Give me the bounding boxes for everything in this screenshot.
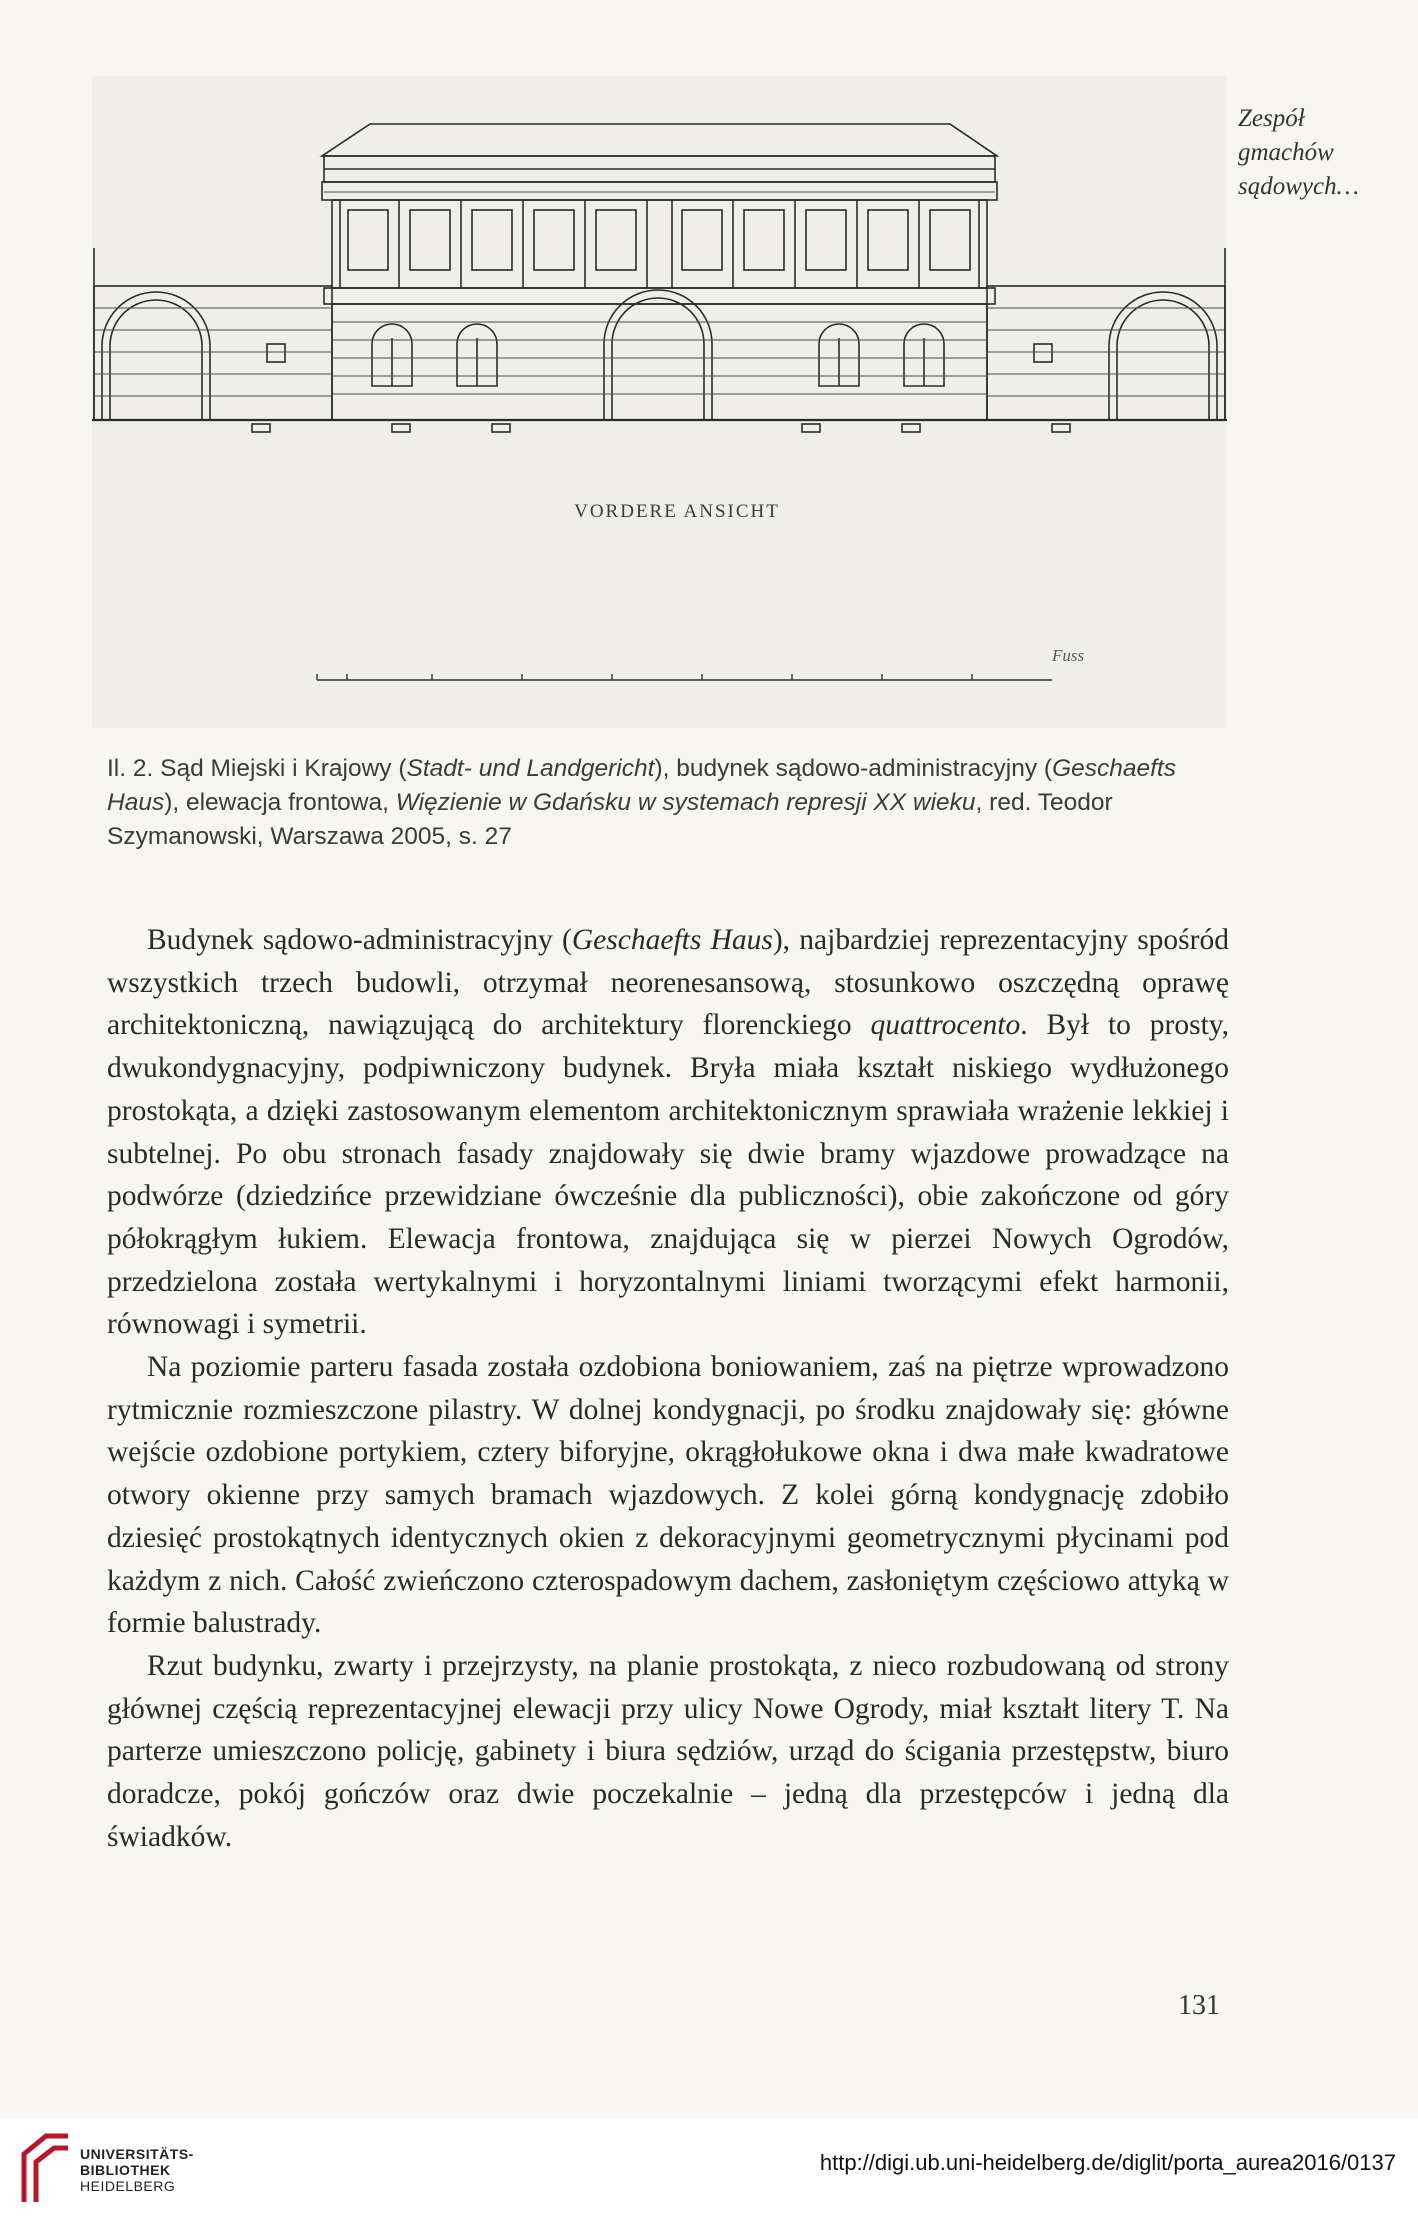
caption-text: Il. 2. Sąd Miejski i Krajowy (: [107, 755, 407, 782]
small-square-window: [267, 344, 285, 362]
right-gate-arch: [1117, 300, 1209, 420]
source-url-link[interactable]: http://digi.ub.uni-heidelberg.de/diglit/porta_aurea2016/0137: [819, 2150, 1396, 2175]
digitization-footer: [0, 2118, 1418, 2221]
left-gate-arch: [110, 300, 202, 420]
main-portal: [612, 298, 704, 420]
paragraph-term: Geschaefts Haus: [571, 924, 773, 956]
body-text: [107, 919, 1229, 1858]
upper-storey: [332, 200, 987, 288]
paragraph: [107, 919, 1229, 1346]
caption-text: , red. Teodor Szymanowski, Warszawa 2005, s. 27: [107, 789, 1113, 850]
figure-caption: [107, 752, 1227, 854]
running-head-line: sądowych…: [1238, 173, 1359, 200]
library-name-line: UNIVERSITÄTS-: [80, 2146, 194, 2162]
library-name: [80, 2146, 194, 2194]
upper-window: [868, 210, 908, 270]
page-number: 131: [1178, 1990, 1220, 2021]
paragraph-text: ), najbardziej reprezentacyjny spośród wszystkich trzech budowli, otrzymał neorenesansową, stosunkowo oszczędną oprawę architektoniczną, nawiązującą do architektury florenckiego: [107, 924, 1229, 1042]
running-head-line: gmachów: [1238, 139, 1334, 166]
paragraph-text: . Był to prosty, dwukondygnacyjny, podpiwniczony budynek. Bryła miała kształt niskiego wydłużonego prostokąta, a dzięki zastosowanym elementom architektonicznym sprawiała wrażenie lekkiej i subtelnej. Po obu stronach fasady znajdowały się dwie bramy wjazdowe prowadzące na podwórze (dziedzińce przewidziane ówcześnie dla publiczności), obie zakończone od góry półokrągłym łukiem. Elewacja frontowa, znajdująca się w pierzei Nowych Ogrodów, przedzielona została wertykalnymi i horyzontalnymi liniami tworzącymi efekt harmonii, równowagi i symetrii.: [107, 1009, 1230, 1341]
caption-text: ), elewacja frontowa,: [164, 789, 396, 816]
paragraph: Rzut budynku, zwarty i przejrzysty, na planie prostokąta, z nieco rozbudowaną od strony głównej częścią reprezentacyjnej elewacji przy ulicy Nowe Ogrody, miał kształt litery T. Na parterze umieszczono policję, gabinety i biura sędziów, urząd do ścigania przestępstw, biuro doradcze, pokój gończów oraz dwie poczekalnie – jedną dla przestępców i jedną dla świadków.: [107, 1649, 1229, 1853]
library-logo-icon: [16, 2132, 72, 2204]
paragraph: Na poziomie parteru fasada została ozdobiona boniowaniem, zaś na piętrze wprowadzono rytmicznie rozmieszczone pilastry. W dolnej kondygnacji, po środku znajdowały się: główne wejście ozdobione portykiem, cztery biforyjne, okrągłołukowe okna i dwa małe kwadratowe otwory okienne przy samych bramach wjazdowych. Z kolei górną kondygnację zdobiło dziesięć prostokątnych identycznych okien z dekoracyjnymi geometrycznymi płycinami pod każdym z nich. Całość zwieńczono czterospadowym dachem, zasłoniętym częściowo attyką w formie balustrady.: [107, 1351, 1229, 1640]
paragraph-term: quattrocento: [870, 1009, 1021, 1042]
facade-elevation-drawing: [92, 76, 1227, 728]
left-wing: [94, 286, 332, 420]
right-wing: [987, 286, 1225, 420]
upper-window: [806, 210, 846, 270]
upper-window: [682, 210, 722, 270]
roof-outline: [322, 124, 997, 156]
upper-window: [596, 210, 636, 270]
paragraph-text: Budynek sądowo-administracyjny (: [147, 924, 572, 956]
upper-window: [744, 210, 784, 270]
upper-window: [410, 210, 450, 270]
ground-floor: [332, 304, 987, 420]
caption-term: Stadt- und Landgericht: [406, 755, 655, 782]
scale-bar: [317, 674, 1052, 680]
library-name-line: HEIDELBERG: [80, 2178, 176, 2194]
library-name-line: BIBLIOTHEK: [80, 2162, 171, 2178]
facade-drawing-figure: [92, 76, 1227, 728]
caption-term: Geschaefts Haus: [107, 755, 1176, 816]
upper-window: [472, 210, 512, 270]
small-square-window: [1034, 344, 1052, 362]
scale-label: Fuss: [1052, 646, 1085, 665]
cornice: [322, 182, 997, 200]
drawing-title: VORDERE ANSICHT: [574, 501, 780, 522]
caption-book-title: Więzienie w Gdańsku w systemach represji XX wieku: [395, 789, 976, 816]
running-head-line: Zespół: [1238, 105, 1305, 132]
running-head: [1238, 102, 1408, 204]
upper-window: [930, 210, 970, 270]
upper-window: [534, 210, 574, 270]
caption-text: ), budynek sądowo-administracyjny (: [654, 755, 1053, 782]
upper-window: [348, 210, 388, 270]
